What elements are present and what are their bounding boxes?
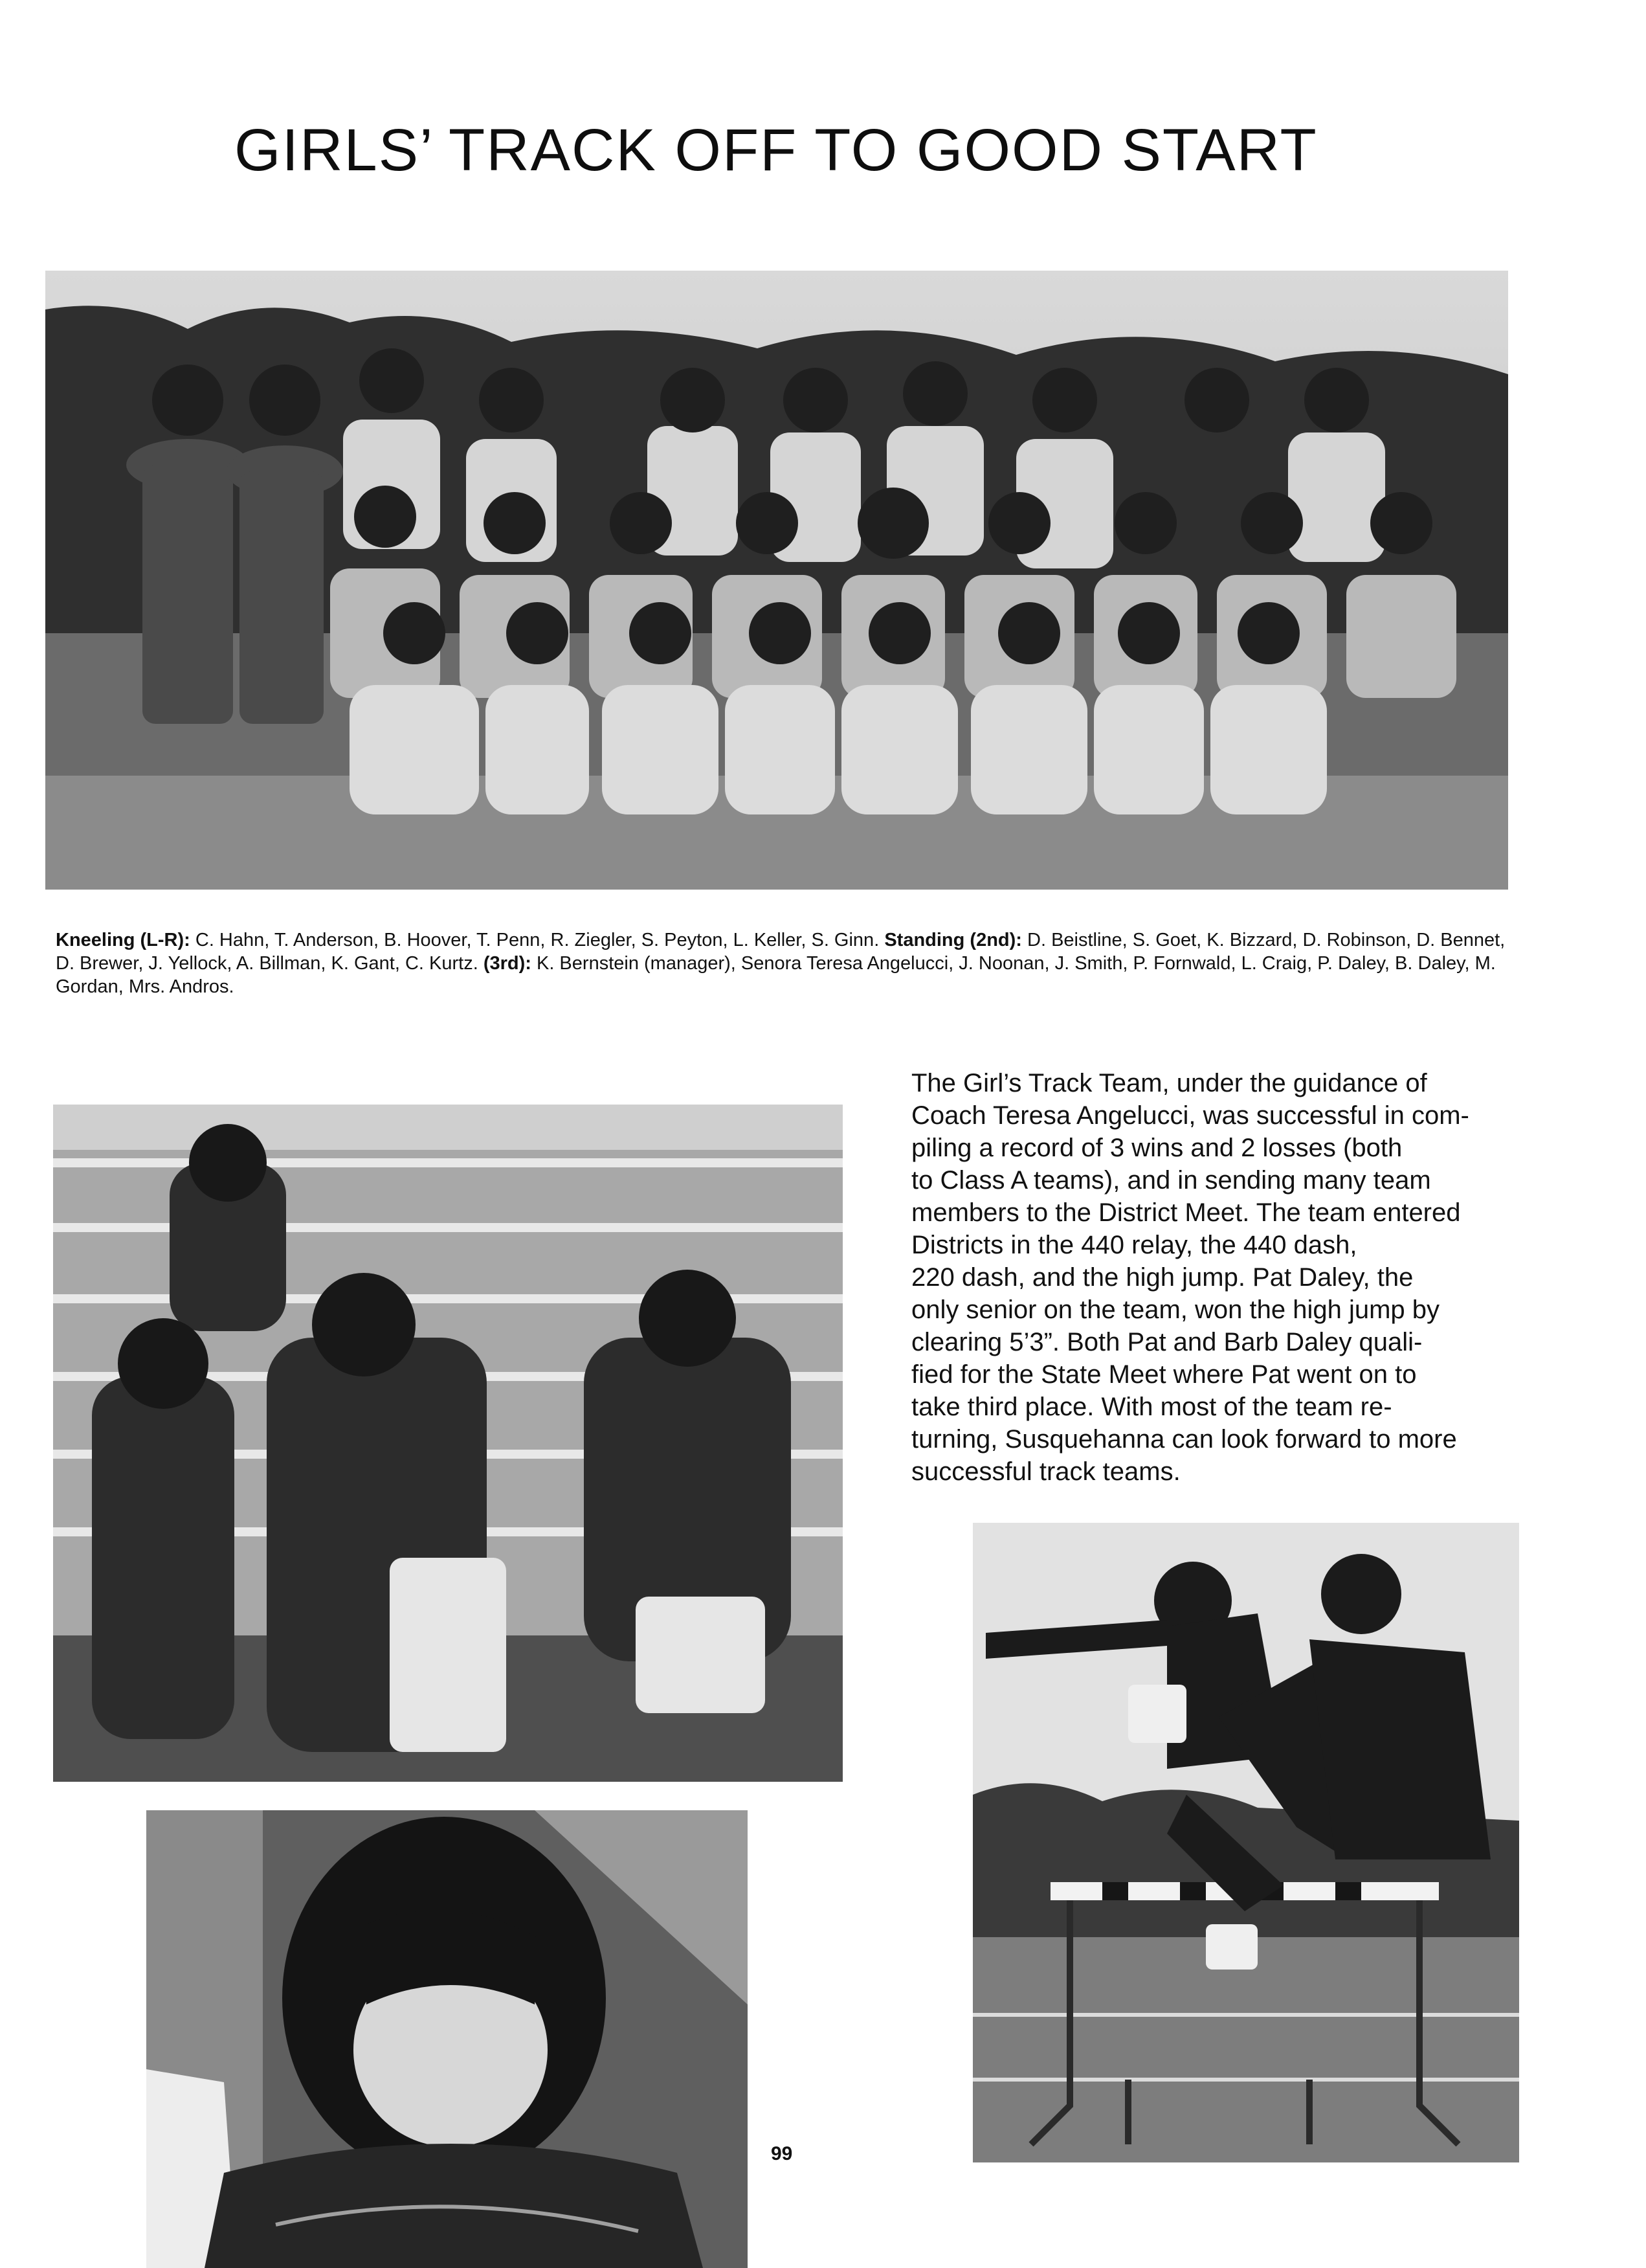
story-line: to Class A teams), and in sending many team — [911, 1166, 1431, 1195]
runner-closeup-photo — [146, 1810, 748, 2268]
kneeling-label: Kneeling (L-R): — [56, 930, 190, 950]
standing-names: D. Beistline, S. Goet, K. Bizzard, D. Robinson, D. Bennet, D. Brewer, J. Yellock, A. Billman, K. Gant, C. Kurtz. — [56, 930, 1506, 974]
bleachers-spectators-photo — [53, 1105, 843, 1782]
story-line: Districts in the 440 relay, the 440 dash, — [911, 1231, 1357, 1259]
third-row-label: (3rd): — [483, 953, 531, 974]
hurdles-race-photo — [973, 1523, 1519, 2162]
page-title: GIRLS’ TRACK OFF TO GOOD START — [234, 117, 1318, 183]
team-group-photo — [45, 271, 1508, 890]
third-row-names: K. Bernstein (manager), Senora Teresa Angelucci, J. Noonan, J. Smith, P. Fornwald, L. Craig, P. Daley, B. Daley, M. Gordan, Mrs. Andros. — [56, 953, 1496, 997]
story-line: The Girl’s Track Team, under the guidance of — [911, 1069, 1427, 1097]
story-line: members to the District Meet. The team entered — [911, 1198, 1461, 1227]
story-line: 220 dash, and the high jump. Pat Daley, the — [911, 1263, 1414, 1292]
story-line: successful track teams. — [911, 1457, 1181, 1486]
page-number: 99 — [771, 2143, 793, 2164]
story-line: take third place. With most of the team re- — [911, 1393, 1392, 1421]
story-line: clearing 5’3”. Both Pat and Barb Daley quali- — [911, 1328, 1423, 1356]
team-photo-caption — [56, 928, 1506, 998]
kneeling-names: C. Hahn, T. Anderson, B. Hoover, T. Penn, R. Ziegler, S. Peyton, L. Keller, S. Ginn. — [190, 930, 885, 950]
story-text — [911, 1067, 1529, 1488]
story-line: only senior on the team, won the high jump by — [911, 1296, 1440, 1324]
standing-label: Standing (2nd): — [884, 930, 1022, 950]
story-line: fied for the State Meet where Pat went on to — [911, 1360, 1417, 1389]
story-line: Coach Teresa Angelucci, was successful in com- — [911, 1101, 1469, 1130]
story-line: piling a record of 3 wins and 2 losses (both — [911, 1134, 1403, 1162]
story-line: turning, Susquehanna can look forward to more — [911, 1425, 1457, 1454]
